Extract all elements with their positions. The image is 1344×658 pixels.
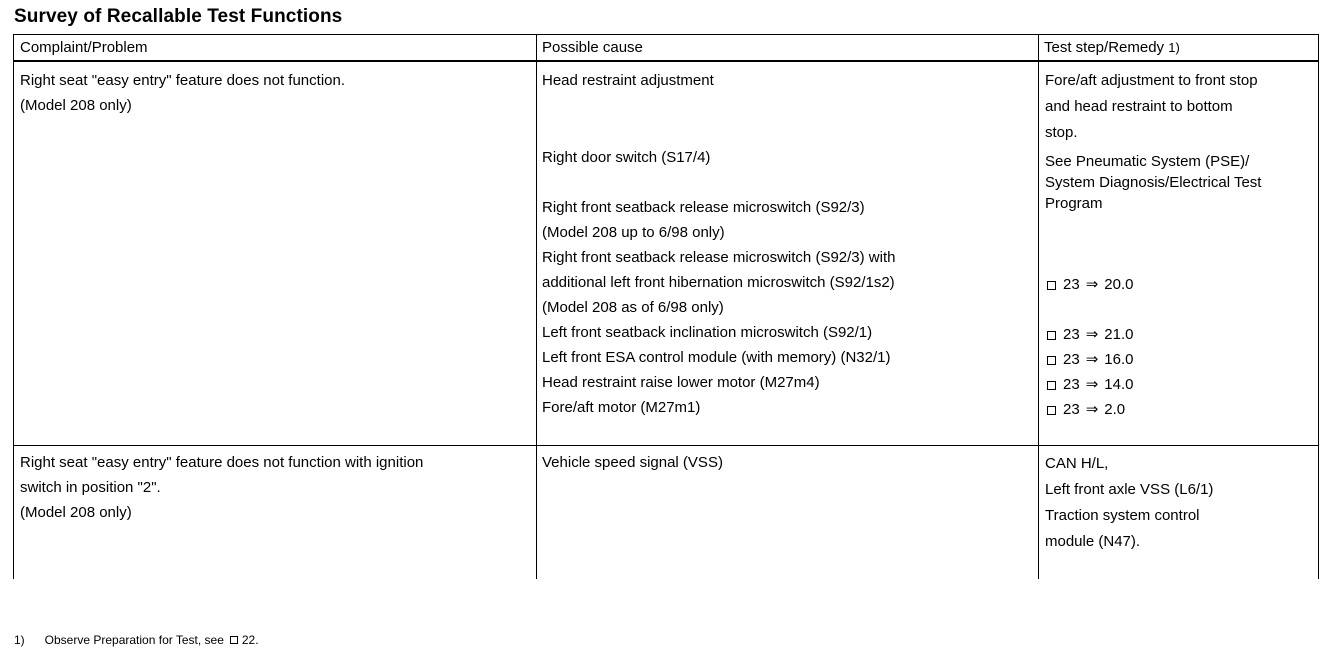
row1-remedy-text-1: and head restraint to bottom <box>1045 98 1233 115</box>
row1-cause-6: (Model 208 as of 6/98 only) <box>542 299 724 316</box>
page-title: Survey of Recallable Test Functions <box>14 6 343 27</box>
row1-cause-2: Right front seatback release microswitch (S92/3) <box>542 199 865 216</box>
ref-page: 23 <box>1063 276 1080 293</box>
footnote-ref: 22. <box>241 633 259 647</box>
row-divider <box>13 445 1319 446</box>
row1-cause-0: Head restraint adjustment <box>542 72 714 89</box>
footnote <box>14 633 259 647</box>
row1-cause-8: Left front ESA control module (with memory) (N32/1) <box>542 349 891 366</box>
row1-cause-5: additional left front hibernation microswitch (S92/1s2) <box>542 274 895 291</box>
footnote-text: Observe Preparation for Test, see <box>44 633 224 647</box>
row1-cause-9: Head restraint raise lower motor (M27m4) <box>542 374 820 391</box>
row1-remedy-ref-3 <box>1047 372 1133 397</box>
header-remedy-label: Test step/Remedy <box>1044 39 1165 56</box>
ref-page: 23 <box>1063 351 1080 368</box>
row1-remedy-pse-2: Program <box>1045 195 1103 212</box>
row1-remedy-text-2: stop. <box>1045 124 1078 141</box>
row1-remedy-pse-0: See Pneumatic System (PSE)/ <box>1045 153 1250 170</box>
ref-step: 20.0 <box>1104 276 1134 293</box>
page-ref-box-icon <box>1047 381 1056 390</box>
row1-cause-3: (Model 208 up to 6/98 only) <box>542 224 725 241</box>
row2-remedy-text-0: CAN H/L, <box>1045 455 1109 472</box>
page-ref-box-icon <box>1047 356 1056 365</box>
row1-remedy-ref-2 <box>1047 347 1133 372</box>
row2-complaint-line2: switch in position "2". <box>20 479 161 496</box>
column-border-left <box>13 34 14 579</box>
row2-remedy-text-1: Left front axle VSS (L6/1) <box>1045 481 1214 498</box>
ref-page: 23 <box>1063 401 1080 418</box>
row2-cause-0: Vehicle speed signal (VSS) <box>542 454 723 471</box>
column-border-1 <box>536 34 537 579</box>
page-ref-box-icon <box>1047 331 1056 340</box>
header-complaint: Complaint/Problem <box>20 39 148 56</box>
page-ref-box-icon <box>1047 406 1056 415</box>
page-ref-box-icon <box>230 636 238 644</box>
row1-remedy-text-0: Fore/aft adjustment to front stop <box>1045 72 1258 89</box>
arrow-right-icon: ⇒ <box>1085 351 1099 368</box>
footnote-marker: 1) <box>14 633 25 647</box>
arrow-right-icon: ⇒ <box>1085 376 1099 393</box>
row2-remedy-text-3: module (N47). <box>1045 533 1141 550</box>
row1-cause-10: Fore/aft motor (M27m1) <box>542 399 701 416</box>
row2-complaint-line3: (Model 208 only) <box>20 504 132 521</box>
ref-step: 14.0 <box>1104 376 1134 393</box>
row1-complaint-line2: (Model 208 only) <box>20 97 132 114</box>
arrow-right-icon: ⇒ <box>1085 276 1099 293</box>
test-functions-table <box>13 34 1319 579</box>
column-border-2 <box>1038 34 1039 579</box>
arrow-right-icon: ⇒ <box>1085 401 1099 418</box>
header-remedy-note-ref: 1) <box>1168 40 1180 55</box>
row2-remedy-text-2: Traction system control <box>1045 507 1200 524</box>
ref-step: 2.0 <box>1104 401 1126 418</box>
header-bottom-border <box>13 60 1319 62</box>
row1-remedy-ref-4 <box>1047 397 1125 422</box>
row1-cause-7: Left front seatback inclination microswitch (S92/1) <box>542 324 873 341</box>
row1-remedy-ref-0 <box>1047 272 1133 297</box>
ref-step: 21.0 <box>1104 326 1134 343</box>
row1-complaint-line1: Right seat "easy entry" feature does not function. <box>20 72 346 89</box>
ref-step: 16.0 <box>1104 351 1134 368</box>
row1-cause-1: Right door switch (S17/4) <box>542 149 711 166</box>
row1-cause-4: Right front seatback release microswitch (S92/3) with <box>542 249 896 266</box>
row1-remedy-pse-1: System Diagnosis/Electrical Test <box>1045 174 1262 191</box>
header-remedy <box>1044 38 1180 58</box>
row2-complaint-line1: Right seat "easy entry" feature does not function with ignition <box>20 454 424 471</box>
table-top-border <box>13 34 1319 35</box>
ref-page: 23 <box>1063 376 1080 393</box>
page-ref-box-icon <box>1047 281 1056 290</box>
ref-page: 23 <box>1063 326 1080 343</box>
row1-remedy-ref-1 <box>1047 322 1133 347</box>
arrow-right-icon: ⇒ <box>1085 326 1099 343</box>
column-border-right <box>1318 34 1319 579</box>
header-cause: Possible cause <box>542 39 643 56</box>
